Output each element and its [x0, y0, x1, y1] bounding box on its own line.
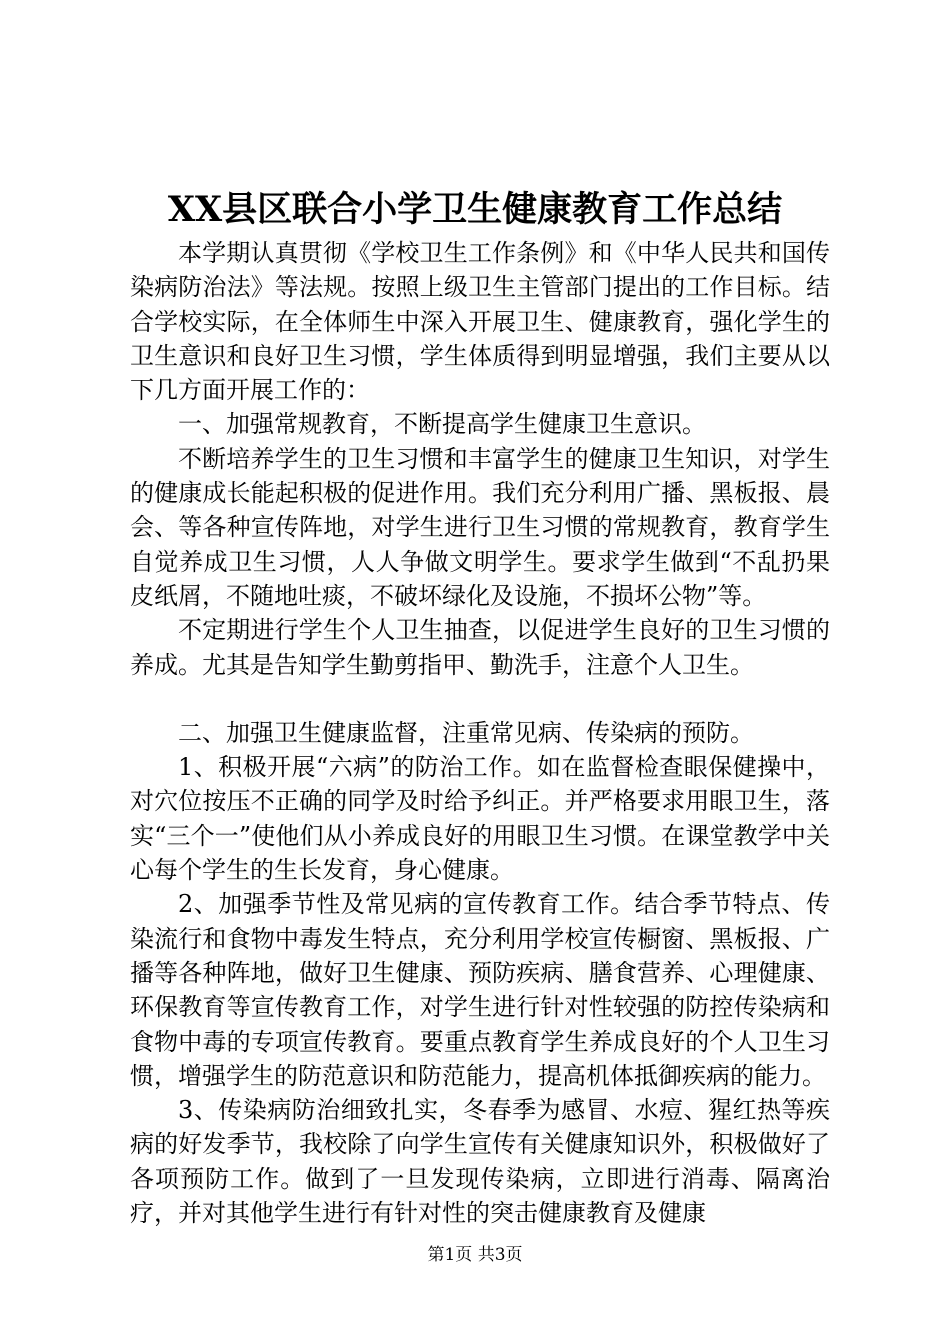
paragraph-intro: 本学期认真贯彻《学校卫生工作条例》和《中华人民共和国传染病防治法》等法规。按照上级卫生主管部门提出的工作目标。结合学校实际，在全体师生中深入开展卫生、健康教育，强化学生的卫生意识和良好卫生习惯，学生体质得到明显增强，我们主要从以下几方面开展工作的：	[130, 239, 830, 405]
page-number-footer: 第1页 共3页	[427, 1245, 523, 1265]
paragraph-item-2: 2、加强季节性及常见病的宣传教育工作。结合季节特点、传染流行和食物中毒发生特点，充分利用学校宣传橱窗、黑板报、广播等各种阵地，做好卫生健康、预防疾病、膳食营养、心理健康、环保教育等宣传教育工作，对学生进行针对性较强的防控传染病和食物中毒的专项宣传教育。要重点教育学生养成良好的个人卫生习惯，增强学生的防范意识和防范能力，提高机体抵御疾病的能力。	[130, 890, 830, 1090]
document-body	[130, 236, 830, 1230]
paragraph-habits: 不断培养学生的卫生习惯和丰富学生的健康卫生知识，对学生的健康成长能起积极的促进作用。我们充分利用广播、黑板报、晨会、等各种宣传阵地，对学生进行卫生习惯的常规教育，教育学生自觉养成卫生习惯，人人争做文明学生。要求学生做到“不乱扔果皮纸屑，不随地吐痰，不破坏绿化及设施，不损坏公物”等。	[130, 444, 830, 610]
section-heading-2: 二、加强卫生健康监督，注重常见病、传染病的预防。	[178, 718, 754, 747]
paragraph-inspection: 不定期进行学生个人卫生抽查，以促进学生良好的卫生习惯的养成。尤其是告知学生勤剪指甲、勤洗手，注意个人卫生。	[130, 616, 830, 679]
section-heading-1: 一、加强常规教育，不断提高学生健康卫生意识。	[178, 410, 706, 439]
paragraph-item-1: 1、积极开展“六病”的防治工作。如在监督检查眼保健操中，对穴位按压不正确的同学及时给予纠正。并严格要求用眼卫生，落实“三个一”使他们从小养成良好的用眼卫生习惯。在课堂教学中关心每个学生的生长发育，身心健康。	[130, 753, 830, 885]
document-title: XX县区联合小学卫生健康教育工作总结	[167, 189, 783, 230]
paragraph-item-3: 3、传染病防治细致扎实，冬春季为感冒、水痘、猩红热等疾病的好发季节，我校除了向学生宣传有关健康知识外，积极做好了各项预防工作。做到了一旦发现传染病，立即进行消毒、隔离治疗，并对其他学生进行有针对性的突击健康教育及健康	[130, 1096, 830, 1228]
